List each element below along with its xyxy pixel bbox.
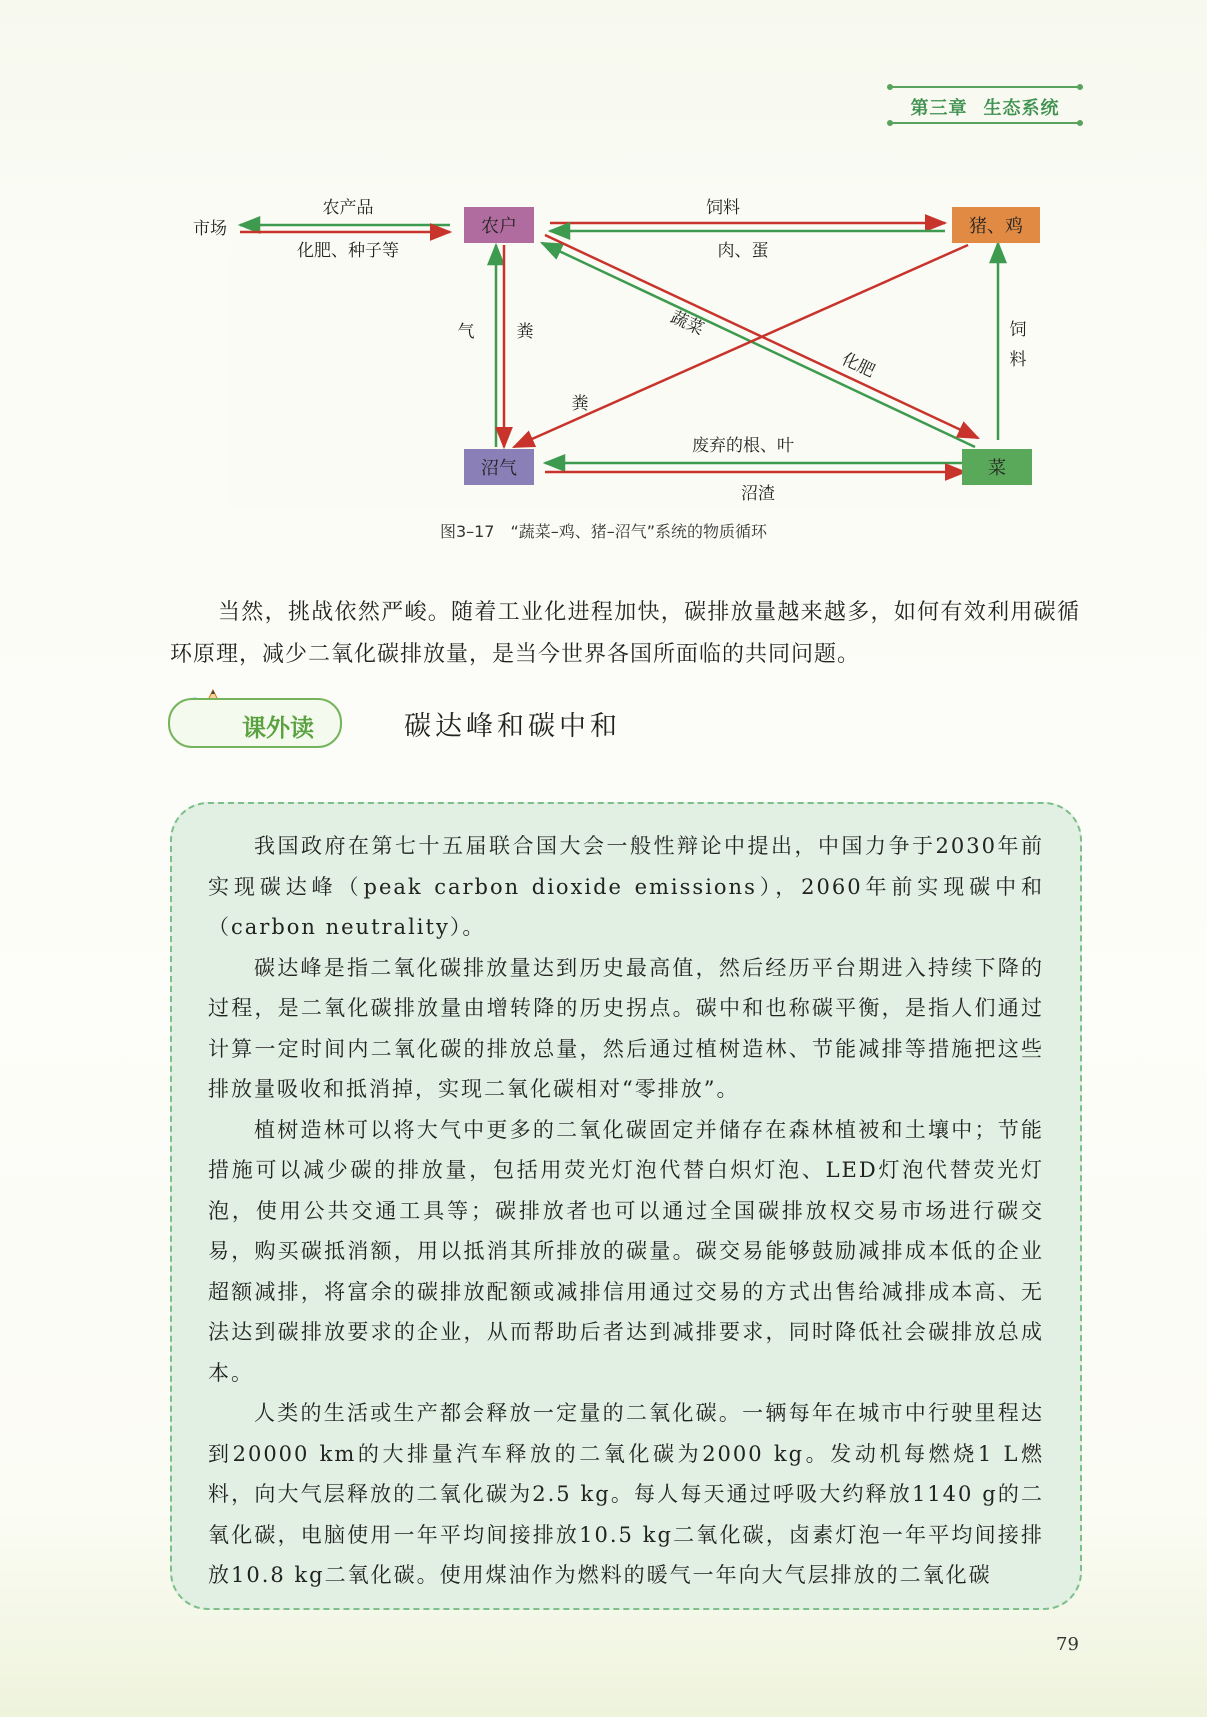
header-rule-top xyxy=(890,86,1080,88)
reading-badge-label: 课外读 xyxy=(242,714,314,742)
header-dot xyxy=(1077,120,1083,126)
label-agri-products: 农产品 xyxy=(322,198,374,218)
label-manure-diag: 粪 xyxy=(571,394,589,414)
reading-paragraph: 植树造林可以将大气中更多的二氧化碳固定并储存在森林植被和土壤中；节能措施可以减少碳的排放量，包括用荧光灯泡代替白炽灯泡、LED灯泡代替荧光灯泡，使用公共交通工具等；碳排放者也可以通过全国碳排放权交易市场进行碳交易，购买碳抵消额，用以抵消其所排放的碳量。碳交易能够鼓励减排成本低的企业超额减排，将富余的碳排放配额或减排信用通过交易的方式出售给减排成本高、无法达到碳排放要求的企业，从而帮助后者达到减排要求，同时降低社会碳排放总成本。 xyxy=(208,1117,1044,1385)
chapter-title xyxy=(890,94,1080,120)
diagram-background xyxy=(230,185,1000,510)
label-fertilizer-diag: 化肥 xyxy=(838,349,878,382)
diagram-svg xyxy=(180,185,1060,515)
reading-text xyxy=(208,826,1044,1596)
label-fertilizer-seeds: 化肥、种子等 xyxy=(297,241,399,261)
node-market: 市场 xyxy=(193,219,227,239)
reading-title: 碳达峰和碳中和 xyxy=(404,711,621,742)
label-vegetables-diag: 蔬菜 xyxy=(667,307,707,340)
reading-box xyxy=(170,802,1082,1610)
label-feed-top: 饲料 xyxy=(706,198,740,218)
reading-badge xyxy=(168,698,342,748)
header-dot xyxy=(1077,84,1083,90)
reading-heading xyxy=(168,688,688,758)
figure-caption: 图3–17 “蔬菜–鸡、猪–沼气”系统的物质循环 xyxy=(439,522,768,541)
header-dot xyxy=(887,120,893,126)
node-pigs-chickens: 猪、鸡 xyxy=(969,216,1023,237)
intro-paragraph: 当然，挑战依然严峻。随着工业化进程加快，碳排放量越来越多，如何有效利用碳循环原理，减少二氧化碳排放量，是当今世界各国所面临的共同问题。 xyxy=(170,600,1080,667)
chapter-number: 第三章 xyxy=(910,98,968,119)
chapter-topic: 生态系统 xyxy=(983,98,1060,119)
reading-paragraph: 我国政府在第七十五届联合国大会一般性辩论中提出，中国力争于2030年前实现碳达峰（peak carbon dioxide emissions），2060年前实现碳中和（carbon neutrality）。 xyxy=(208,834,1044,939)
node-biogas: 沼气 xyxy=(481,458,517,479)
reading-paragraph: 人类的生活或生产都会释放一定量的二氧化碳。一辆每年在城市中行驶里程达到20000 km的大排量汽车释放的二氧化碳为2000 kg。发动机每燃烧1 L燃料，向大气层释放的二氧化碳为2.5 kg。每人每天通过呼吸大约释放1140 g的二氧化碳，电脑使用一年平均间接排放10.5 kg二氧化碳，卤素灯泡一年平均间接排放10.8 kg二氧化碳。使用煤油作为燃料的暖气一年向大气层排放的二氧化碳 xyxy=(208,1401,1044,1587)
node-farmer: 农户 xyxy=(481,216,517,237)
chapter-header xyxy=(890,86,1080,124)
header-dot xyxy=(887,84,893,90)
header-rule-bottom xyxy=(890,122,1080,124)
label-discarded-roots: 废弃的根、叶 xyxy=(692,436,794,456)
label-feed-right-1: 饲 xyxy=(1009,320,1027,340)
label-manure-left: 粪 xyxy=(516,322,534,342)
page-number: 79 xyxy=(1056,1634,1079,1655)
material-cycle-diagram xyxy=(180,185,1060,515)
label-residue: 沼渣 xyxy=(741,484,775,504)
node-vegetables: 菜 xyxy=(988,458,1006,479)
label-feed-right-2: 料 xyxy=(1009,350,1027,370)
label-meat-eggs: 肉、蛋 xyxy=(717,241,769,261)
label-gas: 气 xyxy=(457,322,475,342)
reading-paragraph: 碳达峰是指二氧化碳排放量达到历史最高值，然后经历平台期进入持续下降的过程，是二氧化碳排放量由增转降的历史拐点。碳中和也称碳平衡，是指人们通过计算一定时间内二氧化碳的排放总量，然后通过植树造林、节能减排等措施把这些排放量吸收和抵消掉，实现二氧化碳相对“零排放”。 xyxy=(208,955,1044,1101)
